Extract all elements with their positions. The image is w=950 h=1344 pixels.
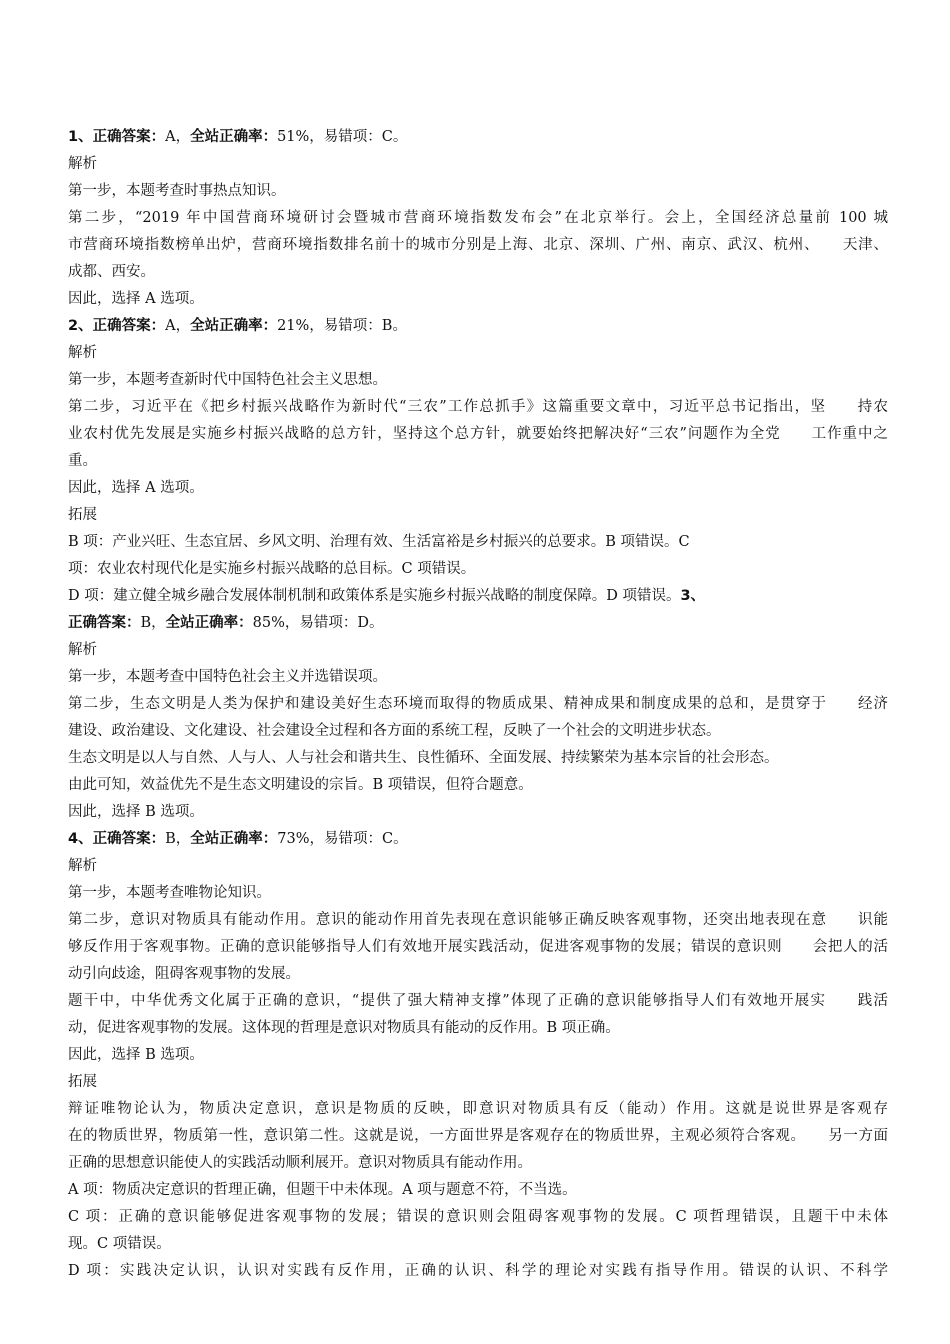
q2-ext-line-2: 项：农业农村现代化是实施乡村振兴战略的总目标。C 项错误。 (68, 561, 476, 577)
q2-line-2: 第二步，习近平在《把乡村振兴战略作为新时代“三农”工作总抓手》这篇重要文章中，习近平总书记指出，坚 持农 (68, 399, 888, 415)
q4-answer-line: 4、正确答案：B，全站正确率：73%，易错项：C。 (68, 831, 408, 847)
q1-line-1: 第一步，本题考查时事热点知识。 (68, 183, 286, 199)
q4-ext-line-5: C 项：正确的意识能够促进客观事物的发展；错误的意识则会阻碍客观事物的发展。C 项哲理错误，且题干中未体 (68, 1209, 888, 1225)
q4-ext-line-1: 辩证唯物论认为，物质决定意识，意识是物质的反映，即意识对物质具有反（能动）作用。这就是说世界是客观存 (68, 1101, 888, 1117)
q4-line-3: 够反作用于客观事物。正确的意识能够指导人们有效地开展实践活动，促进客观事物的发展；错误的意识则 会把人的活 (68, 939, 888, 955)
q1-line-4: 成都、西安。 (68, 264, 155, 280)
q3-line-5: 由此可知，效益优先不是生态文明建设的宗旨。B 项错误，但符合题意。 (68, 777, 533, 793)
q3-line-6: 因此，选择 B 选项。 (68, 804, 204, 820)
q4-extension-heading: 拓展 (68, 1074, 97, 1090)
q4-ext-line-3: 正确的思想意识能使人的实践活动顺利展开。意识对物质具有能动作用。 (68, 1155, 532, 1171)
q4-ext-line-7: D 项：实践决定认识，认识对实践有反作用，正确的认识、科学的理论对实践有指导作用。错误的认识、不科学 (68, 1263, 888, 1279)
q1-line-3: 市营商环境指数榜单出炉，营商环境指数排名前十的城市分别是上海、北京、深圳、广州、南京、武汉、杭州、 天津、 (68, 237, 888, 253)
q1-line-5: 因此，选择 A 选项。 (68, 291, 204, 307)
q3-line-4: 生态文明是以人与自然、人与人、人与社会和谐共生、良性循环、全面发展、持续繁荣为基本宗旨的社会形态。 (68, 750, 779, 766)
q2-line-5: 因此，选择 A 选项。 (68, 480, 204, 496)
q2-extension-heading: 拓展 (68, 507, 97, 523)
q4-analysis-heading: 解析 (68, 858, 97, 874)
q4-line-5: 题干中，中华优秀文化属于正确的意识，“提供了强大精神支撑”体现了正确的意识能够指导人们有效地开展实 践活 (68, 993, 888, 1009)
q2-analysis-heading: 解析 (68, 345, 97, 361)
document-page (68, 124, 888, 1285)
q1-answer-line: 1、正确答案：A，全站正确率：51%，易错项：C。 (68, 129, 408, 145)
q2-ext-line-1: B 项：产业兴旺、生态宜居、乡风文明、治理有效、生活富裕是乡村振兴的总要求。B 项错误。C (68, 534, 690, 550)
q4-line-2: 第二步，意识对物质具有能动作用。意识的能动作用首先表现在意识能够正确反映客观事物，还突出地表现在意 识能 (68, 912, 888, 928)
q1-analysis-heading: 解析 (68, 156, 97, 172)
q2-line-4: 重。 (68, 453, 97, 469)
q2-line-3: 业农村优先发展是实施乡村振兴战略的总方针，坚持这个总方针，就要始终把解决好“三农”问题作为全党 工作重中之 (68, 426, 888, 442)
q4-ext-line-2: 在的物质世界，物质第一性，意识第二性。这就是说，一方面世界是客观存在的物质世界，主观必须符合客观。 另一方面 (68, 1128, 888, 1144)
q3-line-1: 第一步，本题考查中国特色社会主义并选错误项。 (68, 669, 387, 685)
q3-analysis-heading: 解析 (68, 642, 97, 658)
q4-ext-line-4: A 项：物质决定意识的哲理正确，但题干中未体现。A 项与题意不符，不当选。 (68, 1182, 577, 1198)
q4-ext-line-6: 现。C 项错误。 (68, 1236, 171, 1252)
q3-line-3: 建设、政治建设、文化建设、社会建设全过程和各方面的系统工程，反映了一个社会的文明进步状态。 (68, 723, 721, 739)
q2-ext-line-3: D 项：建立健全城乡融合发展体制机制和政策体系是实施乡村振兴战略的制度保障。D 项错误。3、 (68, 588, 706, 604)
q4-line-1: 第一步，本题考查唯物论知识。 (68, 885, 271, 901)
q4-line-7: 因此，选择 B 选项。 (68, 1047, 204, 1063)
q1-line-2: 第二步，“2019 年中国营商环境研讨会暨城市营商环境指数发布会”在北京举行。会上，全国经济总量前 100 城 (68, 210, 888, 226)
q2-answer-line: 2、正确答案：A，全站正确率：21%，易错项：B。 (68, 318, 407, 334)
q3-answer-line: 正确答案：B，全站正确率：85%，易错项：D。 (68, 615, 384, 631)
q4-line-6: 动，促进客观事物的发展。这体现的哲理是意识对物质具有能动的反作用。B 项正确。 (68, 1020, 620, 1036)
q4-line-4: 动引向歧途，阻碍客观事物的发展。 (68, 966, 300, 982)
q3-line-2: 第二步，生态文明是人类为保护和建设美好生态环境而取得的物质成果、精神成果和制度成果的总和，是贯穿于 经济 (68, 696, 888, 712)
q2-line-1: 第一步，本题考查新时代中国特色社会主义思想。 (68, 372, 387, 388)
